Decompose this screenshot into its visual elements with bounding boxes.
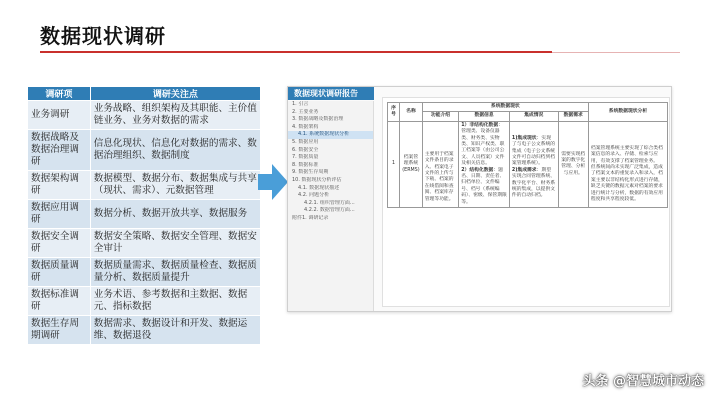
watermark: 头条 @智慧城市动态 [582, 374, 704, 389]
system-data-table [387, 102, 668, 208]
toc-item[interactable]: 4.1. 数据现状描述 [298, 184, 340, 191]
info-title-2: 2）结构化数据 [461, 167, 494, 173]
col-analysis: 系统数据现状分析 [588, 103, 667, 122]
cell-seq: 1 [388, 121, 400, 207]
table-row [28, 287, 261, 316]
toc-item[interactable]: 4.2.1. 组织管理方面... [304, 199, 355, 206]
table-row [28, 258, 261, 287]
toc-item[interactable]: 附件1. 调研记录 [292, 214, 329, 221]
cell-analysis [588, 121, 667, 207]
research-item: 数据架构调研 [28, 171, 91, 200]
research-header-focus: 调研关注点 [90, 87, 260, 101]
report-title: 数据现状调研报告 [288, 87, 374, 100]
research-focus: 数据安全策略、数据安全管理、数据安全审计 [90, 229, 260, 258]
title-underline [40, 51, 552, 53]
integration-body-2: ：期望实现合同管理系统、数字化平台、财务系统的集成，以提供文件的自动归档。 [511, 167, 556, 199]
report-screenshot [287, 86, 672, 312]
title-underline-tail [552, 52, 680, 53]
research-focus: 业务战略、组织架构及其职能、主价值链业务、业务对数据的需求 [90, 101, 260, 130]
table-row [28, 316, 261, 345]
info-body-2: ：题名、日期、责任者、归档单位、文件编号、档号（系统编码）、密级、保管期限等。 [461, 167, 507, 205]
research-focus: 信息化现状、信息化对数据的需求、数据治理组织、数据制度 [90, 130, 260, 171]
analysis-para-1: 档案管理系统主要实现了综合类档案信息的录入、存储、检索与应用，有效支撑了档案管理业务。 [590, 145, 663, 164]
research-item: 数据战略及数据治理调研 [28, 130, 91, 171]
table-row [28, 229, 261, 258]
toc-item[interactable]: 9. 数据生存周期 [292, 169, 329, 176]
col-integration: 集成情况 [509, 112, 558, 121]
group-current-status: 系统数据现状 [422, 103, 588, 112]
research-header-item: 调研项 [28, 87, 91, 101]
cell-integration [509, 121, 558, 207]
col-info: 数据信息 [459, 112, 510, 121]
toc-item[interactable]: 10. 数据现状分析评估 [292, 176, 342, 183]
report-toc [288, 101, 374, 312]
table-row [388, 121, 668, 207]
integration-body-1: ：实现了与电子公文系统的集成（电子公文系统文件可自动归档到档案管理系统）。 [511, 135, 556, 167]
toc-item[interactable]: 3. 数据战略及数据治理 [292, 116, 344, 123]
integration-title-2: 2)集成需求 [511, 167, 537, 173]
research-focus: 数据需求、数据设计和开发、数据运维、数据退役 [90, 316, 260, 345]
col-demand: 数据需求 [558, 112, 588, 121]
col-name: 名称 [400, 103, 423, 122]
research-table [27, 86, 261, 345]
toc-item[interactable]: 4.2.2. 数据管理方面... [304, 207, 355, 214]
analysis-para-2: 但系统间尚未实现广泛集成，造成了档案文本的重复录入和录入，档案主要以非结构化形式进行存储，缺乏关键的数据元素对档案的要求进行统计与分析，数据的有效应用程度和共享程度较低。 [590, 165, 663, 203]
table-row [28, 171, 261, 200]
research-focus: 数据分析、数据开放共享、数据服务 [90, 200, 260, 229]
toc-item-active[interactable]: 4.1. 系统数据现状分析 [288, 131, 373, 139]
cell-name: 档案管理系统(ERMS) [400, 121, 423, 207]
toc-item[interactable]: 4. 数据架构 [292, 123, 319, 130]
toc-item[interactable]: 6. 数据安全 [292, 146, 319, 153]
research-item: 数据标准调研 [28, 287, 91, 316]
page-title: 数据现状调研 [40, 24, 166, 48]
research-item: 数据生存周期调研 [28, 316, 91, 345]
table-row [28, 101, 261, 130]
research-item: 数据安全调研 [28, 229, 91, 258]
toc-item[interactable]: 2. 主要业务 [292, 108, 319, 115]
report-document [382, 97, 670, 307]
research-focus: 业务术语、参考数据和主数据、数据元、指标数据 [90, 287, 260, 316]
research-focus: 数据模型、数据分布、数据集成与共享（现状、需求）、元数据管理 [90, 171, 260, 200]
info-body-1: ：管理类、设备仪器类、财务类、实物类、知识产权类、职工档案等（由公司公文、人员档案）文件及相关信息。 [461, 122, 505, 167]
toc-item[interactable]: 7. 数据质量 [292, 154, 319, 161]
research-focus: 数据质量需求、数据质量检查、数据质量分析、数据质量提升 [90, 258, 260, 287]
table-row [28, 200, 261, 229]
col-function: 功能介绍 [422, 112, 458, 121]
research-item: 数据应用调研 [28, 200, 91, 229]
cell-demand: 需要实现档案的数字化管理、分析与应用。 [558, 121, 588, 207]
cell-function: 主要用于档案文件条目的录入、档案电子文件的上传与下载、档案的在线借阅和查阅、档案库存管理等功能。 [422, 121, 458, 207]
right-arrow-icon [258, 164, 288, 200]
cell-info [459, 121, 510, 207]
toc-item[interactable]: 4.2. 问题分析 [298, 192, 330, 199]
toc-item[interactable]: 8. 数据标准 [292, 161, 319, 168]
research-item: 数据质量调研 [28, 258, 91, 287]
toc-item[interactable]: 5. 数据应用 [292, 138, 319, 145]
info-title-1: 1）非结构化数据 [461, 122, 499, 128]
research-item: 业务调研 [28, 101, 91, 130]
integration-title-1: 1)集成现状 [511, 135, 537, 141]
toc-item[interactable]: 1. 引言 [292, 101, 309, 107]
col-seq: 序号 [388, 103, 400, 122]
table-row [28, 130, 261, 171]
